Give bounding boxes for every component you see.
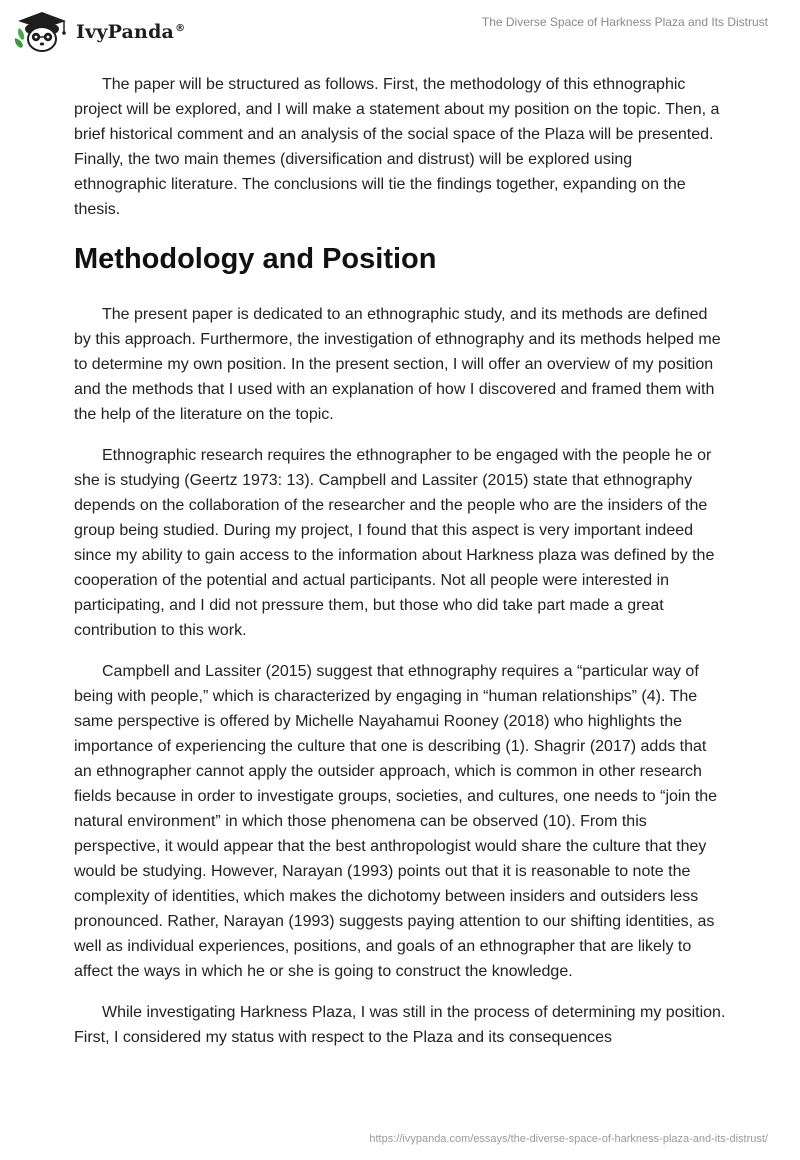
page-header [0, 0, 800, 60]
essay-content [74, 72, 726, 1066]
intro-paragraph: The paper will be structured as follows. First, the methodology of this ethnographic project will be explored, and I will make a statement about my position on the topic. Then, a brief historical comment and an analysis of the social space of the Plaza will be presented. Finally, the two main themes (diversification and distrust) will be explored using ethnographic literature. The conclusions will tie the findings together, expanding on the thesis. [74, 76, 720, 218]
source-url[interactable]: https://ivypanda.com/essays/the-diverse-space-of-harkness-plaza-and-its-distrust/ [369, 1133, 768, 1145]
brand-name: IvyPanda® [76, 21, 186, 43]
document-title: The Diverse Space of Harkness Plaza and Its Distrust [481, 15, 768, 29]
body-paragraph: The present paper is dedicated to an ethnographic study, and its methods are defined by this approach. Furthermore, the investigation of ethnography and its methods helped me to determine my own position. In the present section, I will offer an overview of my position and the methods that I used with an explanation of how I discovered and framed them with the help of the literature on the topic. [74, 306, 721, 423]
body-paragraph: Campbell and Lassiter (2015) suggest that ethnography requires a “particular way of being with people,” which is characterized by engaging in “human relationships” (4). The same perspective is offered by Michelle Nayahamui Rooney (2018) who highlights the importance of experiencing the culture that one is describing (1). Shagrir (2017) adds that an ethnographer cannot apply the outsider approach, which is common in other research fields because in order to investigate groups, societies, and cultures, one needs to “join the natural environment” in which those phenomena can be observed (10). From this perspective, it would appear that the best anthropologist would share the culture that they would be studying. However, Narayan (1993) points out that it is reasonable to note the complexity of identities, which makes the dichotomy between insiders and outsiders less pronounced. Rather, Narayan (1993) suggests paying attention to our shifting identities, as well as individual experiences, positions, and goals of an ethnographer that are likely to affect the ways in which he or she is going to construct the knowledge. [74, 663, 718, 980]
registered-mark: ® [175, 22, 186, 34]
section-heading: Methodology and Position [74, 243, 437, 275]
panda-graduate-icon [14, 10, 70, 54]
brand-logo[interactable] [14, 10, 185, 54]
body-paragraph: Ethnographic research requires the ethnographer to be engaged with the people he or she is studying (Geertz 1973: 13). Campbell and Lassiter (2015) state that ethnography depends on the collaboration of the researcher and the people who are the insiders of the group being studied. During my project, I found that this aspect is very important indeed since my ability to gain access to the information about Harkness plaza was defined by the cooperation of the potential and actual participants. Not all people were interested in participating, and I did not pressure them, but those who did take part made a great contribution to this work. [74, 447, 715, 639]
body-paragraph: While investigating Harkness Plaza, I was still in the process of determining my position. First, I considered my status with respect to the Plaza and its consequences [74, 1004, 726, 1046]
